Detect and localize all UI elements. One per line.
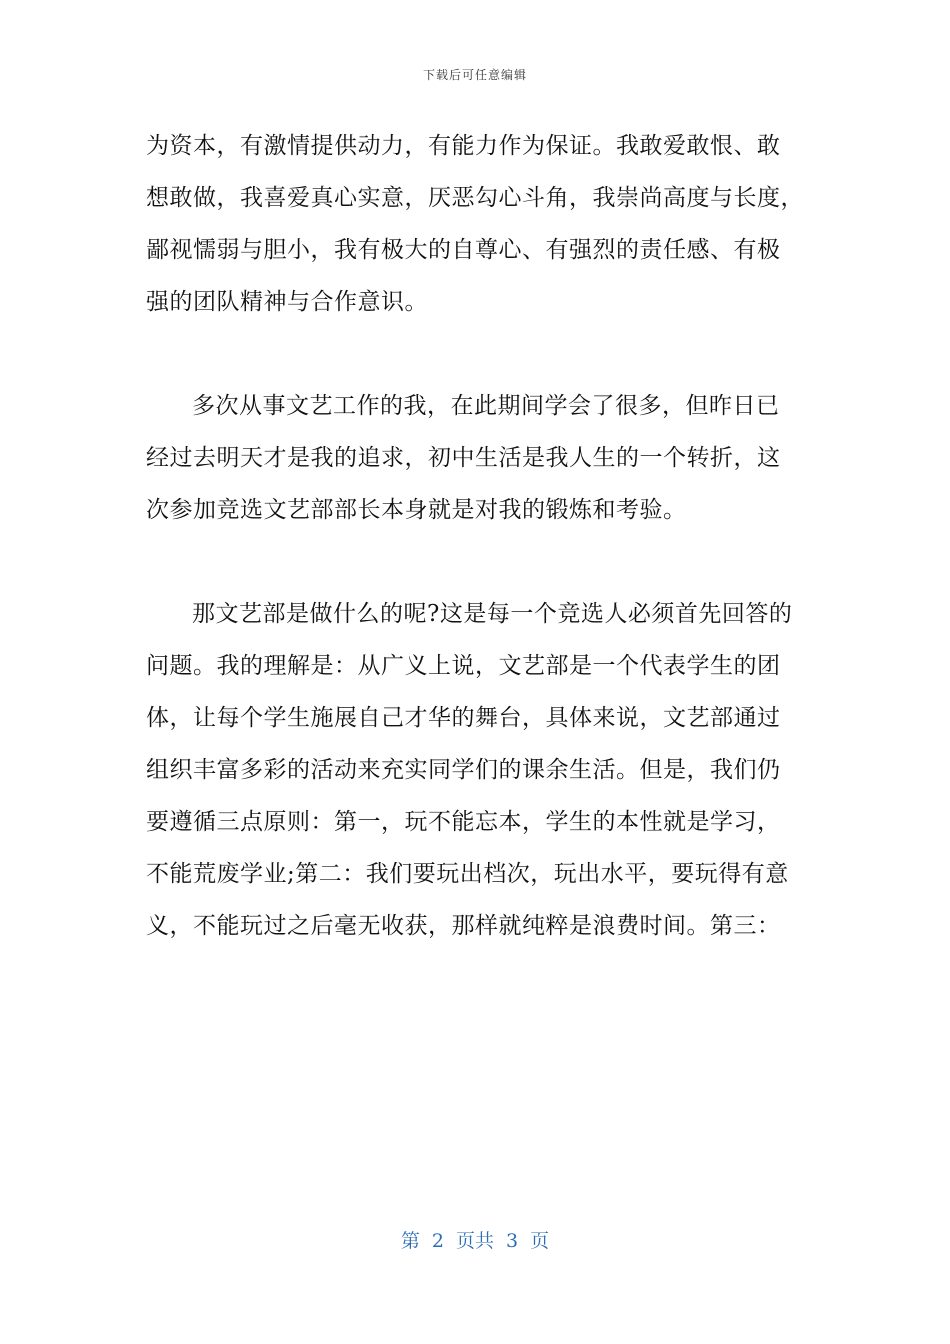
text-line: 体，让每个学生施展自己才华的舞台，具体来说，文艺部通过 bbox=[146, 705, 781, 731]
page-number-footer bbox=[0, 1226, 950, 1253]
paragraph-spacer bbox=[146, 536, 811, 588]
text-line: 强的团队精神与合作意识。 bbox=[146, 289, 428, 315]
text-line: 次参加竞选文艺部部长本身就是对我的锻炼和考验。 bbox=[146, 497, 687, 523]
page-header-note: 下载后可任意编辑 bbox=[422, 68, 527, 82]
paragraph-1 bbox=[146, 120, 811, 328]
paragraph-3 bbox=[146, 588, 811, 952]
text-line: 组织丰富多彩的活动来充实同学们的课余生活。但是，我们仍 bbox=[146, 757, 781, 783]
text-line: 鄙视懦弱与胆小，我有极大的自尊心、有强烈的责任感、有极 bbox=[146, 237, 781, 263]
paragraph-2 bbox=[146, 380, 811, 536]
text-line: 问题。我的理解是：从广义上说，文艺部是一个代表学生的团 bbox=[146, 653, 781, 679]
text-line: 不能荒废学业;第二：我们要玩出档次，玩出水平，要玩得有意 bbox=[146, 861, 789, 887]
paragraph-spacer bbox=[146, 328, 811, 380]
text-line: 想敢做，我喜爱真心实意，厌恶勾心斗角，我崇尚高度与长度， bbox=[146, 185, 804, 211]
document-body bbox=[146, 120, 811, 952]
text-line: 要遵循三点原则：第一，玩不能忘本，学生的本性就是学习， bbox=[146, 809, 781, 835]
text-line: 经过去明天才是我的追求，初中生活是我人生的一个转折，这 bbox=[146, 445, 781, 471]
text-line: 为资本，有激情提供动力，有能力作为保证。我敢爱敢恨、敢 bbox=[146, 133, 781, 159]
text-line: 多次从事文艺工作的我，在此期间学会了很多，但昨日已 bbox=[192, 393, 780, 419]
page-number-label: 第 2 页共 3 页 bbox=[400, 1230, 550, 1252]
text-line: 义，不能玩过之后毫无收获，那样就纯粹是浪费时间。第三： bbox=[146, 913, 781, 939]
text-line: 那文艺部是做什么的呢?这是每一个竞选人必须首先回答的 bbox=[192, 601, 793, 627]
